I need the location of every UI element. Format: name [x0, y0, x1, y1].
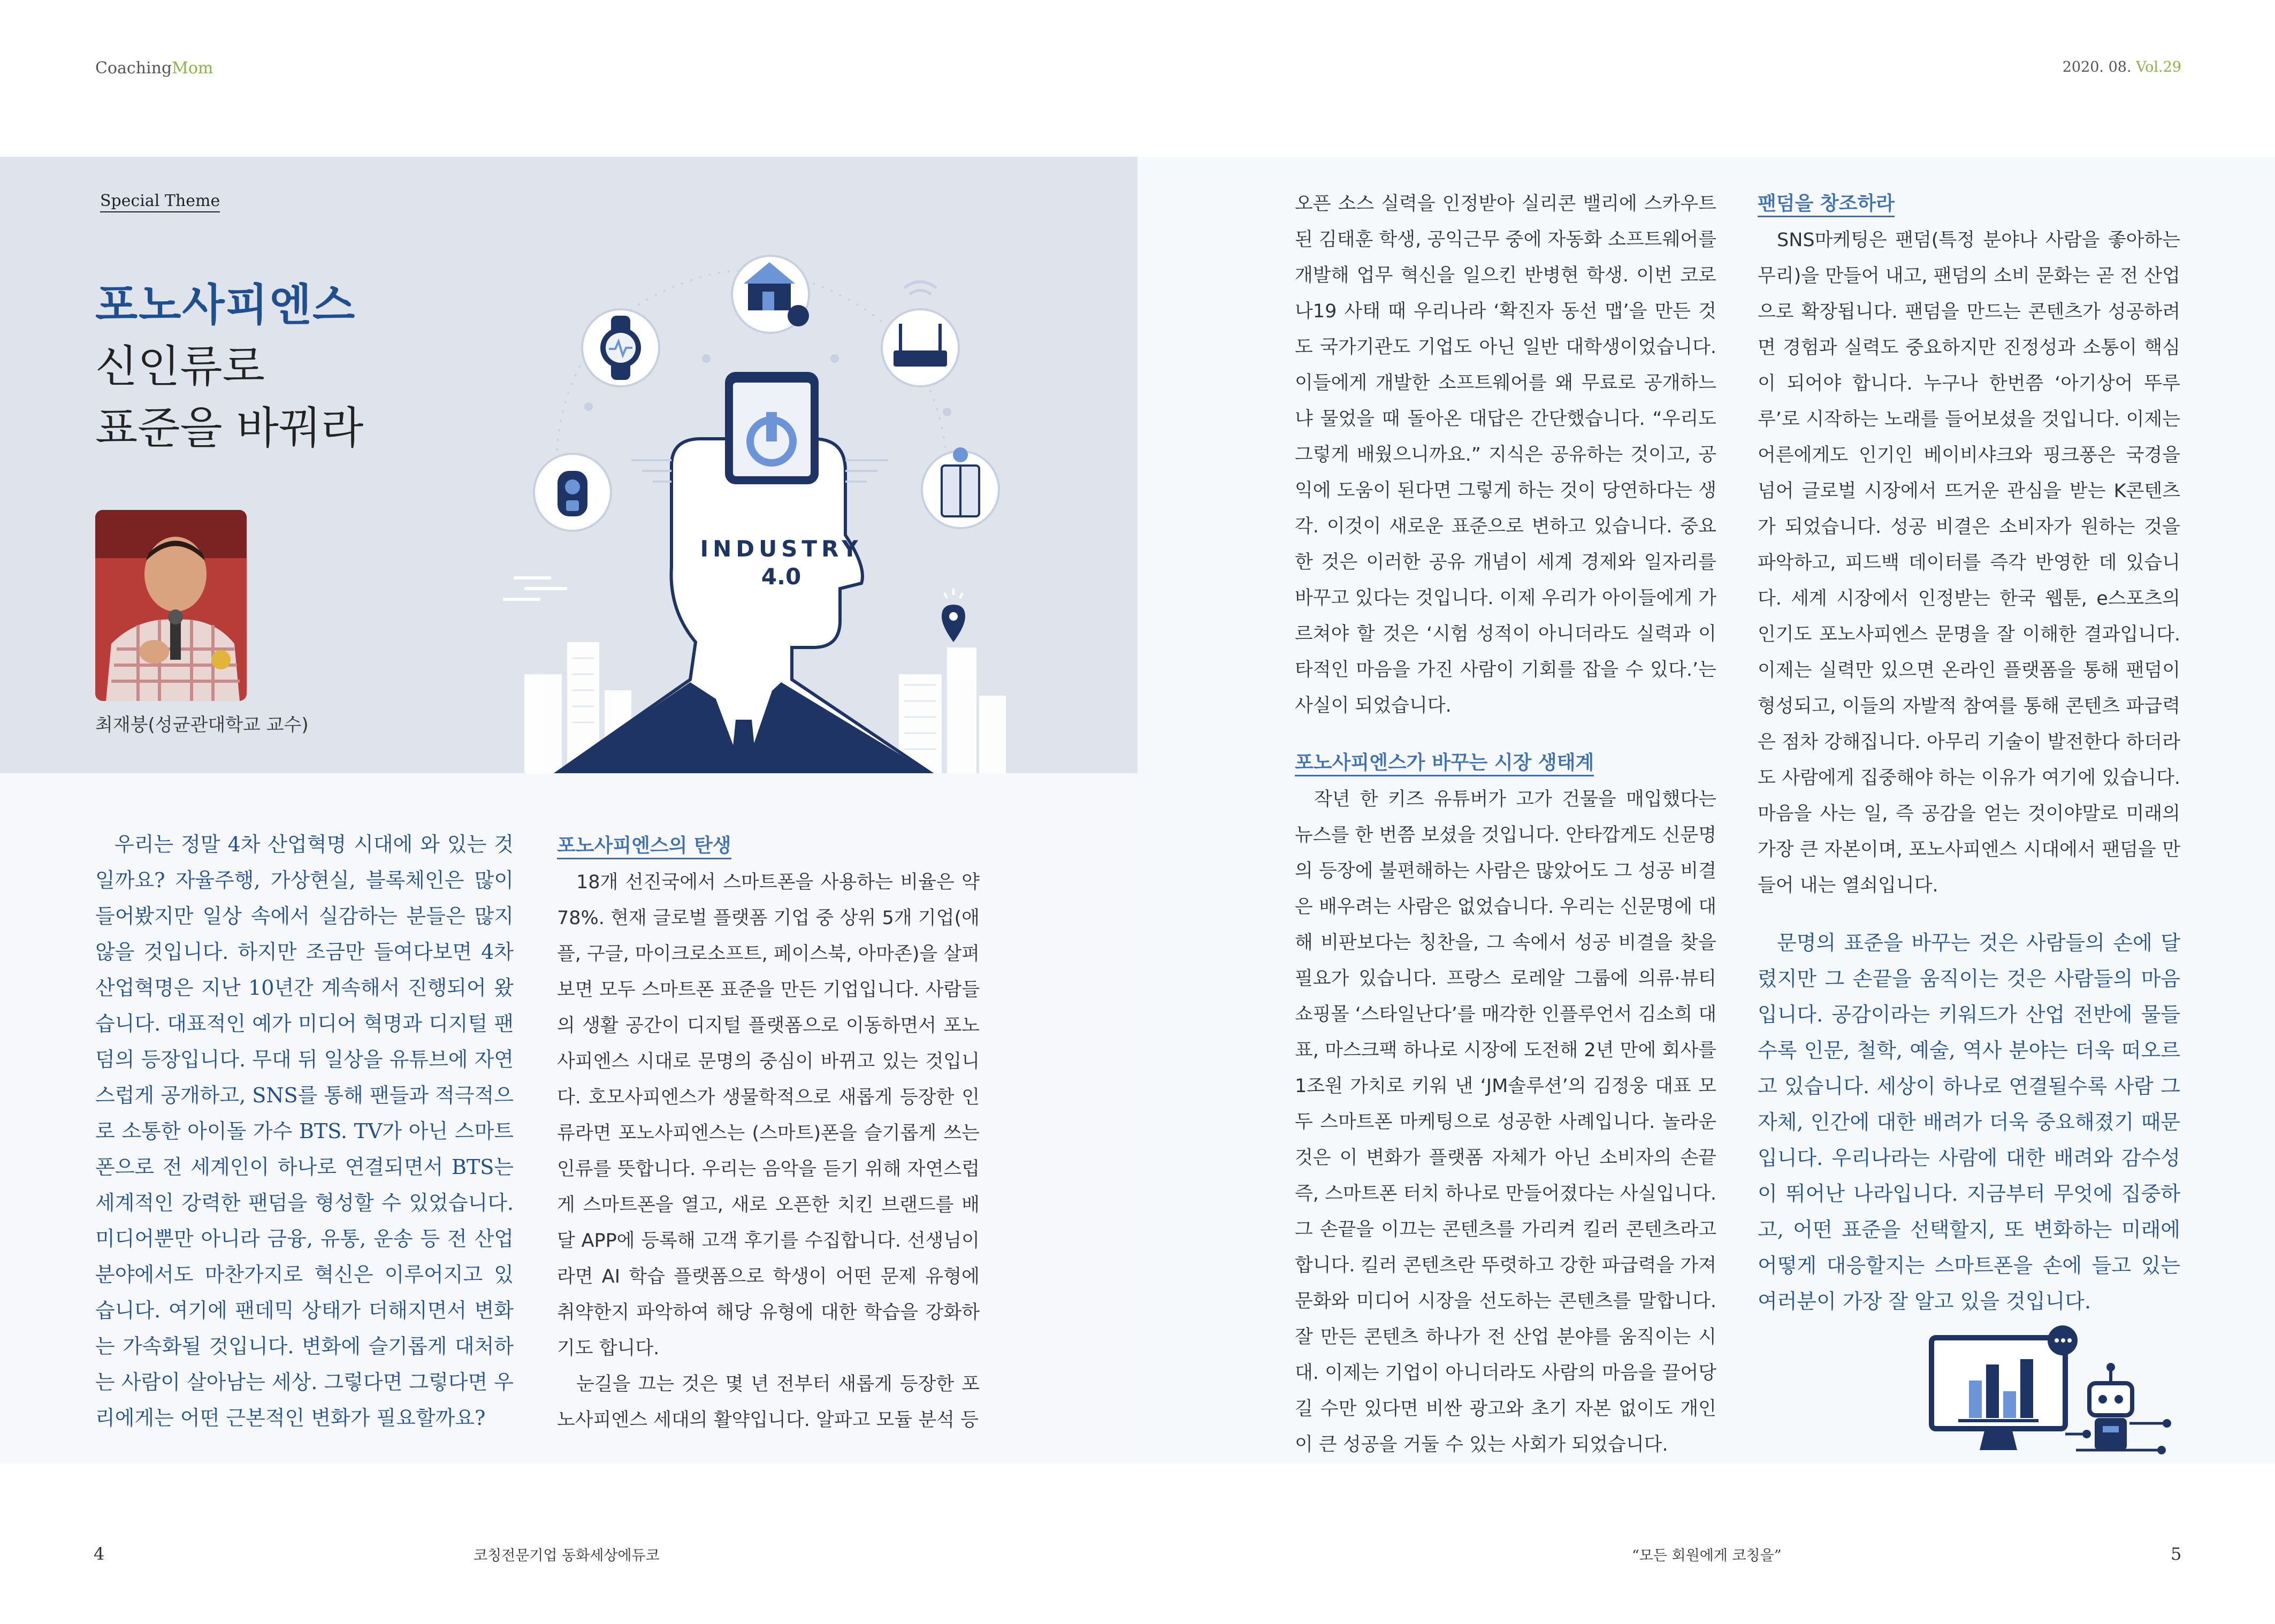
footer-left-text: 코칭전문기업 동화세상에듀코 — [474, 1547, 660, 1564]
page-number-right: 5 — [2171, 1544, 2182, 1564]
page-number-left: 4 — [94, 1544, 105, 1564]
brand-coaching: Coaching — [95, 59, 172, 78]
title-line-1: 포노사피엔스 — [95, 279, 356, 331]
refrigerator-icon — [922, 447, 999, 528]
smart-speaker-icon — [534, 454, 611, 531]
column-1 — [95, 827, 514, 1436]
section-heading-market: 포노사피엔스가 바꾸는 시장 생태계 — [1295, 751, 1594, 776]
title-line-3: 표준을 바꿔라 — [95, 403, 364, 454]
smartwatch-icon — [582, 309, 659, 386]
section-heading-birth: 포노사피엔스의 탄생 — [557, 834, 731, 859]
intro-paragraph: 우리는 정말 4차 산업혁명 시대에 와 있는 것일까요? 자율주행, 가상현실, 블록체인은 많이 들어봤지만 일상 속에서 실감하는 분들은 많지 않을 것입니다. 하지만 조금만 들여다보면 4차 산업혁명은 지난 10년간 계속해서 진행되어 왔습니다. 대표적인 예가 미디어 혁명과 디지털 팬덤의 등장입니다. 무대 뒤 일상을 유튜브에 자연스럽게 공개하고, SNS를 통해 팬들과 적극적으로 소통한 아이돌 가수 BTS. TV가 아닌 스마트폰으로 전 세계인이 하나로 연결되면서 BTS는 세계적인 강력한 팬덤을 형성할 수 있었습니다. 미디어뿐만 아니라 금융, 유통, 운송 등 전 산업 분야에서도 마찬가지로 혁신은 이루어지고 있습니다. 여기에 팬데믹 상태가 더해지면서 변화는 가속화될 것입니다. 변화에 슬기롭게 대처하는 사람이 살아남는 세상. 그렇다면 그렇다면 우리에게는 어떤 근본적인 변화가 필요할까요? — [95, 833, 514, 1430]
issue-info — [2063, 59, 2181, 75]
section-heading-fandom: 팬덤을 창조하라 — [1758, 192, 1895, 217]
robot-icon — [2089, 1363, 2132, 1450]
body-paragraph: SNS마케팅은 팬덤(특정 분야나 사람을 좋아하는 무리)을 만들어 내고, 팬덤의 소비 문화는 곧 전 산업으로 확장됩니다. 팬덤을 만드는 콘텐츠가 성공하려면 경험과 실력도 중요하지만 진정성과 소통이 핵심이 되어야 합니다. 누구나 한번쯤 ‘아기상어 뚜루루’로 시작하는 노래를 들어보셨을 것입니다. 이제는 어른에게도 인기인 베이비샤크와 핑크퐁은 국경을 넘어 글로벌 시장에서 뜨거운 관심을 받는 K콘텐츠가 되었습니다. 성공 비결은 소비자가 원하는 것을 파악하고, 피드백 데이터를 즉각 반영한 데 있습니다. 세계 시장에서 인정받는 한국 웹툰, e스포츠의 인기도 포노사피엔스 문명을 잘 이해한 결과입니다. 이제는 실력만 있으면 온라인 플랫폼을 통해 팬덤이 형성되고, 이들의 자발적 참여를 통해 콘텐츠 파급력은 점차 강해집니다. 아무리 기술이 발전한다 하더라도 사람에게 집중해야 하는 이유가 여기에 있습니다. 마음을 사는 일, 즉 공감을 얻는 것이야말로 미래의 가장 큰 자본이며, 포노사피엔스 시대에서 팬덤을 만들어 내는 열쇠입니다. — [1758, 230, 2180, 896]
smart-home-icon — [732, 256, 809, 333]
author-photo — [95, 510, 247, 701]
footer-right-text: “모든 회원에게 코칭을” — [1632, 1547, 1782, 1564]
closing-paragraph: 문명의 표준을 바꾸는 것은 사람들의 손에 달렸지만 그 손끝을 움직이는 것은 사람들의 마음입니다. 공감이라는 키워드가 산업 전반에 물들수록 인문, 철학, 예술, 역사 분야는 더욱 떠오르고 있습니다. 세상이 하나로 연결될수록 사람 그 자체, 인간에 대한 배려가 더욱 중요해졌기 때문입니다. 우리나라는 사람에 대한 배려와 감수성이 뛰어난 나라입니다. 지금부터 무엇에 집중하고, 어떤 표준을 선택할지, 또 변화하는 미래에 어떻게 대응할지는 스마트폰을 손에 들고 있는 여러분이 가장 잘 알고 있을 것입니다. — [1758, 931, 2180, 1313]
wifi-icon — [904, 282, 936, 295]
magazine-brand — [95, 59, 213, 78]
industry-illustration — [492, 235, 1091, 773]
chat-bubble-icon — [2048, 1325, 2078, 1355]
section-label: Special Theme — [100, 192, 220, 212]
column-4 — [1758, 186, 2180, 1320]
industry-version: 4.0 — [761, 563, 801, 590]
column-2 — [557, 828, 980, 1438]
title-line-2: 신인류로 — [95, 341, 265, 392]
issue-date: 2020. 08. — [2062, 59, 2132, 75]
location-pin-icon — [942, 589, 965, 642]
author-name: 최재붕(성균관대학교 교수) — [95, 714, 309, 736]
issue-volume: Vol.29 — [2136, 59, 2181, 75]
brand-mom: Mom — [172, 59, 213, 78]
body-paragraph: 작년 한 키즈 유튜버가 고가 건물을 매입했다는 뉴스를 한 번쯤 보셨을 것입니다. 안타깝게도 신문명의 등장에 불편해하는 사람은 많았어도 그 성공 비결은 배우려는 사람은 없었습니다. 우리는 신문명에 대해 비판보다는 칭찬을, 그 속에서 성공 비결을 찾을 필요가 있습니다. 프랑스 로레알 그룹에 의류·뷰티 쇼핑몰 ‘스타일난다’를 매각한 인플루언서 김소희 대표, 마스크팩 하나로 시장에 도전해 2년 만에 회사를 1조원 가치로 키워 낸 ‘JM솔루션’의 김정웅 대표 모두 스마트폰 마케팅으로 성공한 사례입니다. 놀라운 것은 이 변화가 플랫폼 자체가 아닌 소비자의 손끝 즉, 스마트폰 터치 하나로 만들어졌다는 사실입니다. 그 손끝을 이끄는 콘텐츠를 가리켜 킬러 콘텐츠라고 합니다. 킬러 콘텐츠란 뚜렷하고 강한 파급력을 가져 문화와 미디어 시장을 선도하는 콘텐츠를 말합니다. 잘 만든 콘텐츠 하나가 전 산업 분야를 움직이는 시대. 이제는 기업이 아니더라도 사람의 마음을 끌어당길 수만 있다면 비싼 광고와 초기 자본 없이도 개인이 큰 성공을 거둘 수 있는 사회가 되었습니다. — [1295, 789, 1716, 1455]
analytics-illustration — [1926, 1322, 2178, 1466]
body-paragraph: 18개 선진국에서 스마트폰을 사용하는 비율은 약 78%. 현재 글로벌 플랫폼 기업 중 상위 5개 기업(애플, 구글, 마이크로소프트, 페이스북, 아마존)을 살펴보면 모두 스마트폰 표준을 만든 기업입니다. 사람들의 생활 공간이 디지털 플랫폼으로 이동하면서 포노사피엔스 시대로 문명의 중심이 바뀌고 있는 것입니다. 호모사피엔스가 생물학적으로 새롭게 등장한 인류라면 포노사피엔스는 (스마트)폰을 슬기롭게 쓰는 인류를 뜻합니다. 우리는 음악을 듣기 위해 자연스럽게 스마트폰을 열고, 새로 오픈한 치킨 브랜드를 배달 APP에 등록해 고객 후기를 수집합니다. 선생님이라면 AI 학습 플랫폼으로 학생이 어떤 문제 유형에 취약한지 파악하여 해당 유형에 대한 학습을 강화하기도 합니다. — [557, 872, 980, 1359]
body-paragraph: 눈길을 끄는 것은 몇 년 전부터 새롭게 등장한 포노사피엔스 세대의 활약입니다. 알파고 모듈 분석 등 — [557, 1374, 980, 1431]
body-paragraph: 오픈 소스 실력을 인정받아 실리콘 밸리에 스카우트된 김태훈 학생, 공익근무 중에 자동화 소프트웨어를 개발해 업무 혁신을 일으킨 반병현 학생. 이번 코로나19 사태 때 우리나라 ‘확진자 동선 맵’을 만든 것도 국가기관도 기업도 아닌 일반 대학생이었습니다. 이들에게 개발한 소프트웨어를 왜 무료로 공개하느냐 물었을 때 돌아온 대답은 간단했습니다. “우리도 그렇게 배웠으니까요.” 지식은 공유하는 것이고, 공익에 도움이 된다면 그렇게 하는 것이 당연하다는 생각. 이것이 새로운 표준으로 변하고 있습니다. 중요한 것은 이러한 공유 개념이 세계 경제와 일자리를 바꾸고 있다는 것입니다. 이제 우리가 아이들에게 가르쳐야 할 것은 ‘시험 성적이 아니더라도 실력과 이타적인 마음을 가진 사람이 기회를 잡을 수 있다.’는 사실이 되었습니다. — [1295, 193, 1716, 716]
column-3 — [1295, 186, 1716, 1463]
analytics-monitor-icon — [1932, 1338, 2065, 1450]
router-icon — [882, 309, 959, 386]
industry-label: INDUSTRY — [700, 536, 862, 562]
